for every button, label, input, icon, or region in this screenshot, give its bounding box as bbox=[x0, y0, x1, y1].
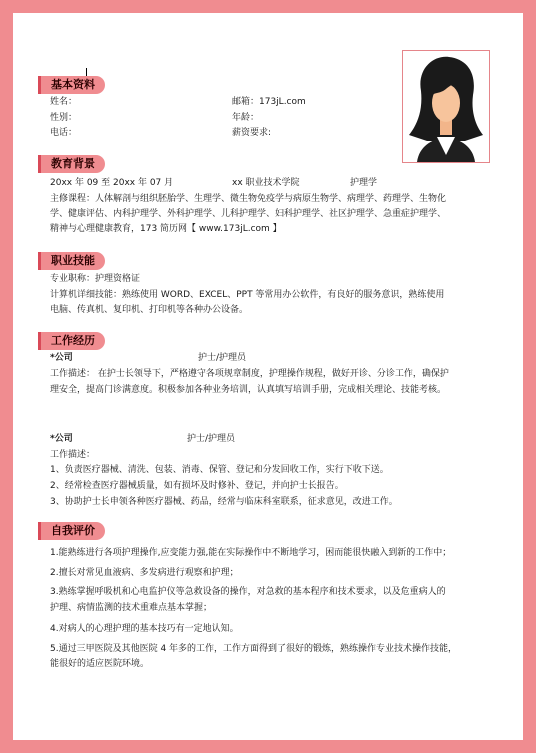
evaluation-line: 5.通过三甲医院及其他医院 4 年多的工作，工作方面得到了很好的锻炼，熟练操作专业技术操作技能， bbox=[50, 644, 458, 654]
section-title-education: 教育背景 bbox=[38, 155, 105, 173]
evaluation-line: 2.擅长对常见血液病、多发病进行观察和护理； bbox=[50, 568, 239, 578]
education-courses-line: 主修课程：人体解剖与组织胚胎学、生理学、微生物免疫学与病原生物学、病理学、药理学、生物化 bbox=[50, 194, 447, 204]
salary-label: 薪资要求: bbox=[232, 128, 272, 138]
job1-line: 工作描述： 在护士长领导下，严格遵守各项规章制度，护理操作规程，做好开诊、分诊工作，确保护 bbox=[50, 369, 449, 379]
job2-line: 3、协助护士长申领各种医疗器械、药品，经常与临床科室联系，征求意见，改进工作。 bbox=[50, 497, 398, 507]
section-title-skills: 职业技能 bbox=[38, 252, 105, 270]
avatar-woman-icon bbox=[403, 51, 489, 162]
education-courses-line: 学、健康评估、内科护理学、外科护理学、儿科护理学、妇科护理学、社区护理学、急重症护理学、 bbox=[50, 209, 447, 219]
profile-photo bbox=[402, 50, 490, 163]
evaluation-line: 能很好的适应医院环境。 bbox=[50, 659, 150, 669]
job2-role: 护士/护理员 bbox=[187, 434, 236, 444]
evaluation-line: 1.能熟练进行各项护理操作,应变能力强,能在实际操作中不断地学习，困而能很快融入到新的工作中； bbox=[50, 548, 452, 558]
evaluation-line: 3.熟练掌握呼吸机和心电监护仪等急救设备的操作，对急救的基本程序和技术要求，以及危重病人的 bbox=[50, 587, 446, 597]
skills-line: 计算机详细技能：熟练使用 WORD、EXCEL、PPT 等常用办公软件，有良好的服务意识，熟练使用 bbox=[50, 290, 445, 300]
education-major: 护理学 bbox=[350, 178, 378, 188]
education-courses-line: 精神与心理健康教育，173 简历网【 www.173jL.com 】 bbox=[50, 224, 282, 234]
job2-company: *公司 bbox=[50, 434, 73, 444]
job2-line: 2、经常检查医疗器械质量，如有损坏及时修补、登记，并向护士长报告。 bbox=[50, 481, 344, 491]
gender-label: 性别： bbox=[50, 113, 78, 123]
education-school: xx 职业技术学院 bbox=[232, 178, 300, 188]
evaluation-line: 护理、病情监测的技术重难点基本掌握； bbox=[50, 603, 213, 613]
job1-line: 理安全，提高门诊满意度。积极参加各种业务培训，认真填写培训手册，完成相关理论、技能考核。 bbox=[50, 385, 447, 395]
email-label: 邮箱：173jL.com bbox=[232, 97, 306, 107]
job2-line: 1、负责医疗器械、清洗、包装、消毒、保管、登记和分发回收工作，实行下收下送。 bbox=[50, 465, 389, 475]
job1-role: 护士/护理员 bbox=[198, 353, 247, 363]
section-title-evaluation: 自我评价 bbox=[38, 522, 105, 540]
name-label: 姓名： bbox=[50, 97, 78, 107]
section-title-basic: 基本资料 bbox=[38, 76, 105, 94]
section-title-work: 工作经历 bbox=[38, 332, 105, 350]
job1-company: *公司 bbox=[50, 353, 73, 363]
phone-label: 电话： bbox=[50, 128, 78, 138]
evaluation-line: 4.对病人的心理护理的基本技巧有一定地认知。 bbox=[50, 624, 239, 634]
job2-line: 工作描述： bbox=[50, 450, 96, 460]
education-period: 20xx 年 09 至 20xx 年 07 月 bbox=[50, 178, 174, 188]
age-label: 年龄： bbox=[232, 113, 260, 123]
skills-line: 专业职称：护理资格证 bbox=[50, 274, 141, 284]
skills-line: 电脑、传真机、复印机、打印机等各种办公设备。 bbox=[50, 305, 249, 315]
